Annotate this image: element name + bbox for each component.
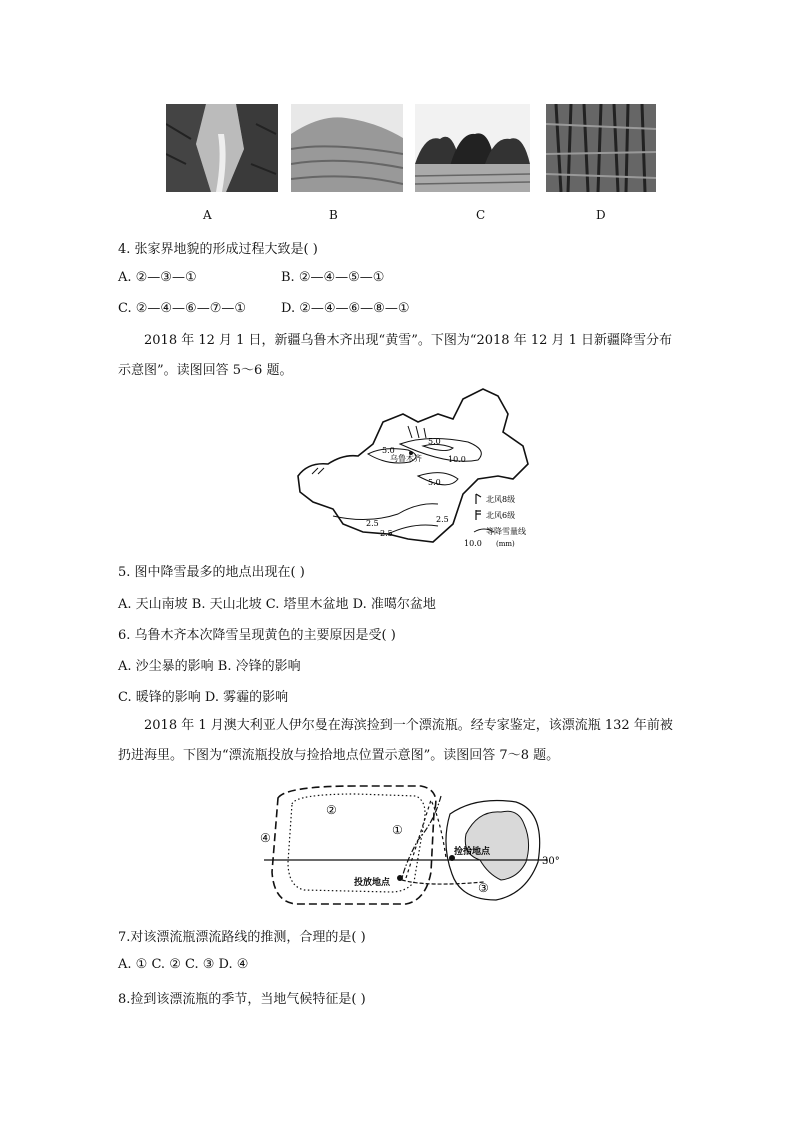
intro-questions-5-6: 2018 年 12 月 1 日，新疆乌鲁木齐出现“黄雪”。下图为“2018 年 12 月 1 日新疆降雪分布示意图”。读图回答 5～6 题。 bbox=[118, 333, 673, 378]
drift-bottle-map bbox=[256, 782, 566, 910]
photo-b bbox=[291, 104, 403, 192]
question-8-stem: 8.捡到该漂流瓶的季节，当地气候特征是( ) bbox=[118, 992, 366, 1007]
drop-location-label: 投放地点 bbox=[354, 878, 391, 888]
question-4-option-d: D. ②—④—⑥—⑧—① bbox=[281, 301, 410, 316]
map1-contour-label: 2.5 bbox=[366, 519, 379, 528]
question-6-stem: 6. 乌鲁木齐本次降雪呈现黄色的主要原因是受( ) bbox=[118, 628, 396, 643]
question-6-options-ab: A. 沙尘暴的影响 B. 冷锋的影响 bbox=[118, 659, 301, 674]
question-5-stem: 5. 图中降雪最多的地点出现在( ) bbox=[118, 565, 305, 580]
map1-contour-label: 5.0 bbox=[382, 446, 395, 455]
question-7-stem: 7.对该漂流瓶漂流路线的推测，合理的是( ) bbox=[118, 930, 366, 945]
map1-contour-label: 2.5 bbox=[436, 515, 449, 524]
photo-c bbox=[415, 104, 530, 192]
map1-contour-label: 2.5 bbox=[380, 529, 393, 538]
question-4-option-a: A. ②—③—① bbox=[118, 270, 197, 285]
photo-d bbox=[546, 104, 656, 192]
legend-isoline-value: 10.0 bbox=[464, 539, 482, 548]
route-2-label: ② bbox=[326, 803, 337, 817]
question-6-options-cd: C. 暖锋的影响 D. 雾霾的影响 bbox=[118, 690, 289, 705]
photo-label-d: D bbox=[596, 208, 606, 222]
question-4-stem: 4. 张家界地貌的形成过程大致是( ) bbox=[118, 242, 318, 257]
legend-isoline: 等降雪量线 bbox=[486, 527, 526, 536]
photo-label-c: C bbox=[476, 208, 486, 222]
photo-label-b: B bbox=[329, 208, 338, 222]
question-4-option-b: B. ②—④—⑤—① bbox=[281, 270, 385, 285]
legend-north-wind-8: 北风8级 bbox=[486, 495, 516, 504]
legend-north-wind-6: 北风6级 bbox=[486, 511, 516, 520]
map1-contour-label: 10.0 bbox=[448, 455, 466, 464]
question-5-options: A. 天山南坡 B. 天山北坡 C. 塔里木盆地 D. 准噶尔盆地 bbox=[118, 597, 436, 612]
route-3-label: ③ bbox=[478, 881, 489, 895]
route-1-label: ① bbox=[392, 823, 403, 837]
map1-contour-label: 5.0 bbox=[428, 437, 441, 446]
question-7-options: A. ① C. ② C. ③ D. ④ bbox=[118, 957, 249, 972]
photo-a bbox=[166, 104, 278, 192]
xinjiang-snowfall-map bbox=[288, 384, 548, 549]
map1-city-label: 乌鲁木齐 bbox=[390, 454, 422, 463]
pickup-location-label: 捡拾地点 bbox=[454, 847, 491, 857]
map1-contour-label: 5.0 bbox=[428, 478, 441, 487]
question-4-option-c: C. ②—④—⑥—⑦—① bbox=[118, 301, 247, 316]
latitude-30-label: 30° bbox=[542, 856, 560, 867]
legend-unit: (mm) bbox=[496, 540, 515, 548]
intro-questions-7-8: 2018 年 1 月澳大利亚人伊尔曼在海滨捡到一个漂流瓶。经专家鉴定，该漂流瓶 132 年前被扔进海里。下图为“漂流瓶投放与捡拾地点位置示意图”。读图回答 7～8 题。 bbox=[118, 718, 673, 763]
route-4-label: ④ bbox=[260, 831, 271, 845]
photo-label-a: A bbox=[203, 208, 212, 222]
